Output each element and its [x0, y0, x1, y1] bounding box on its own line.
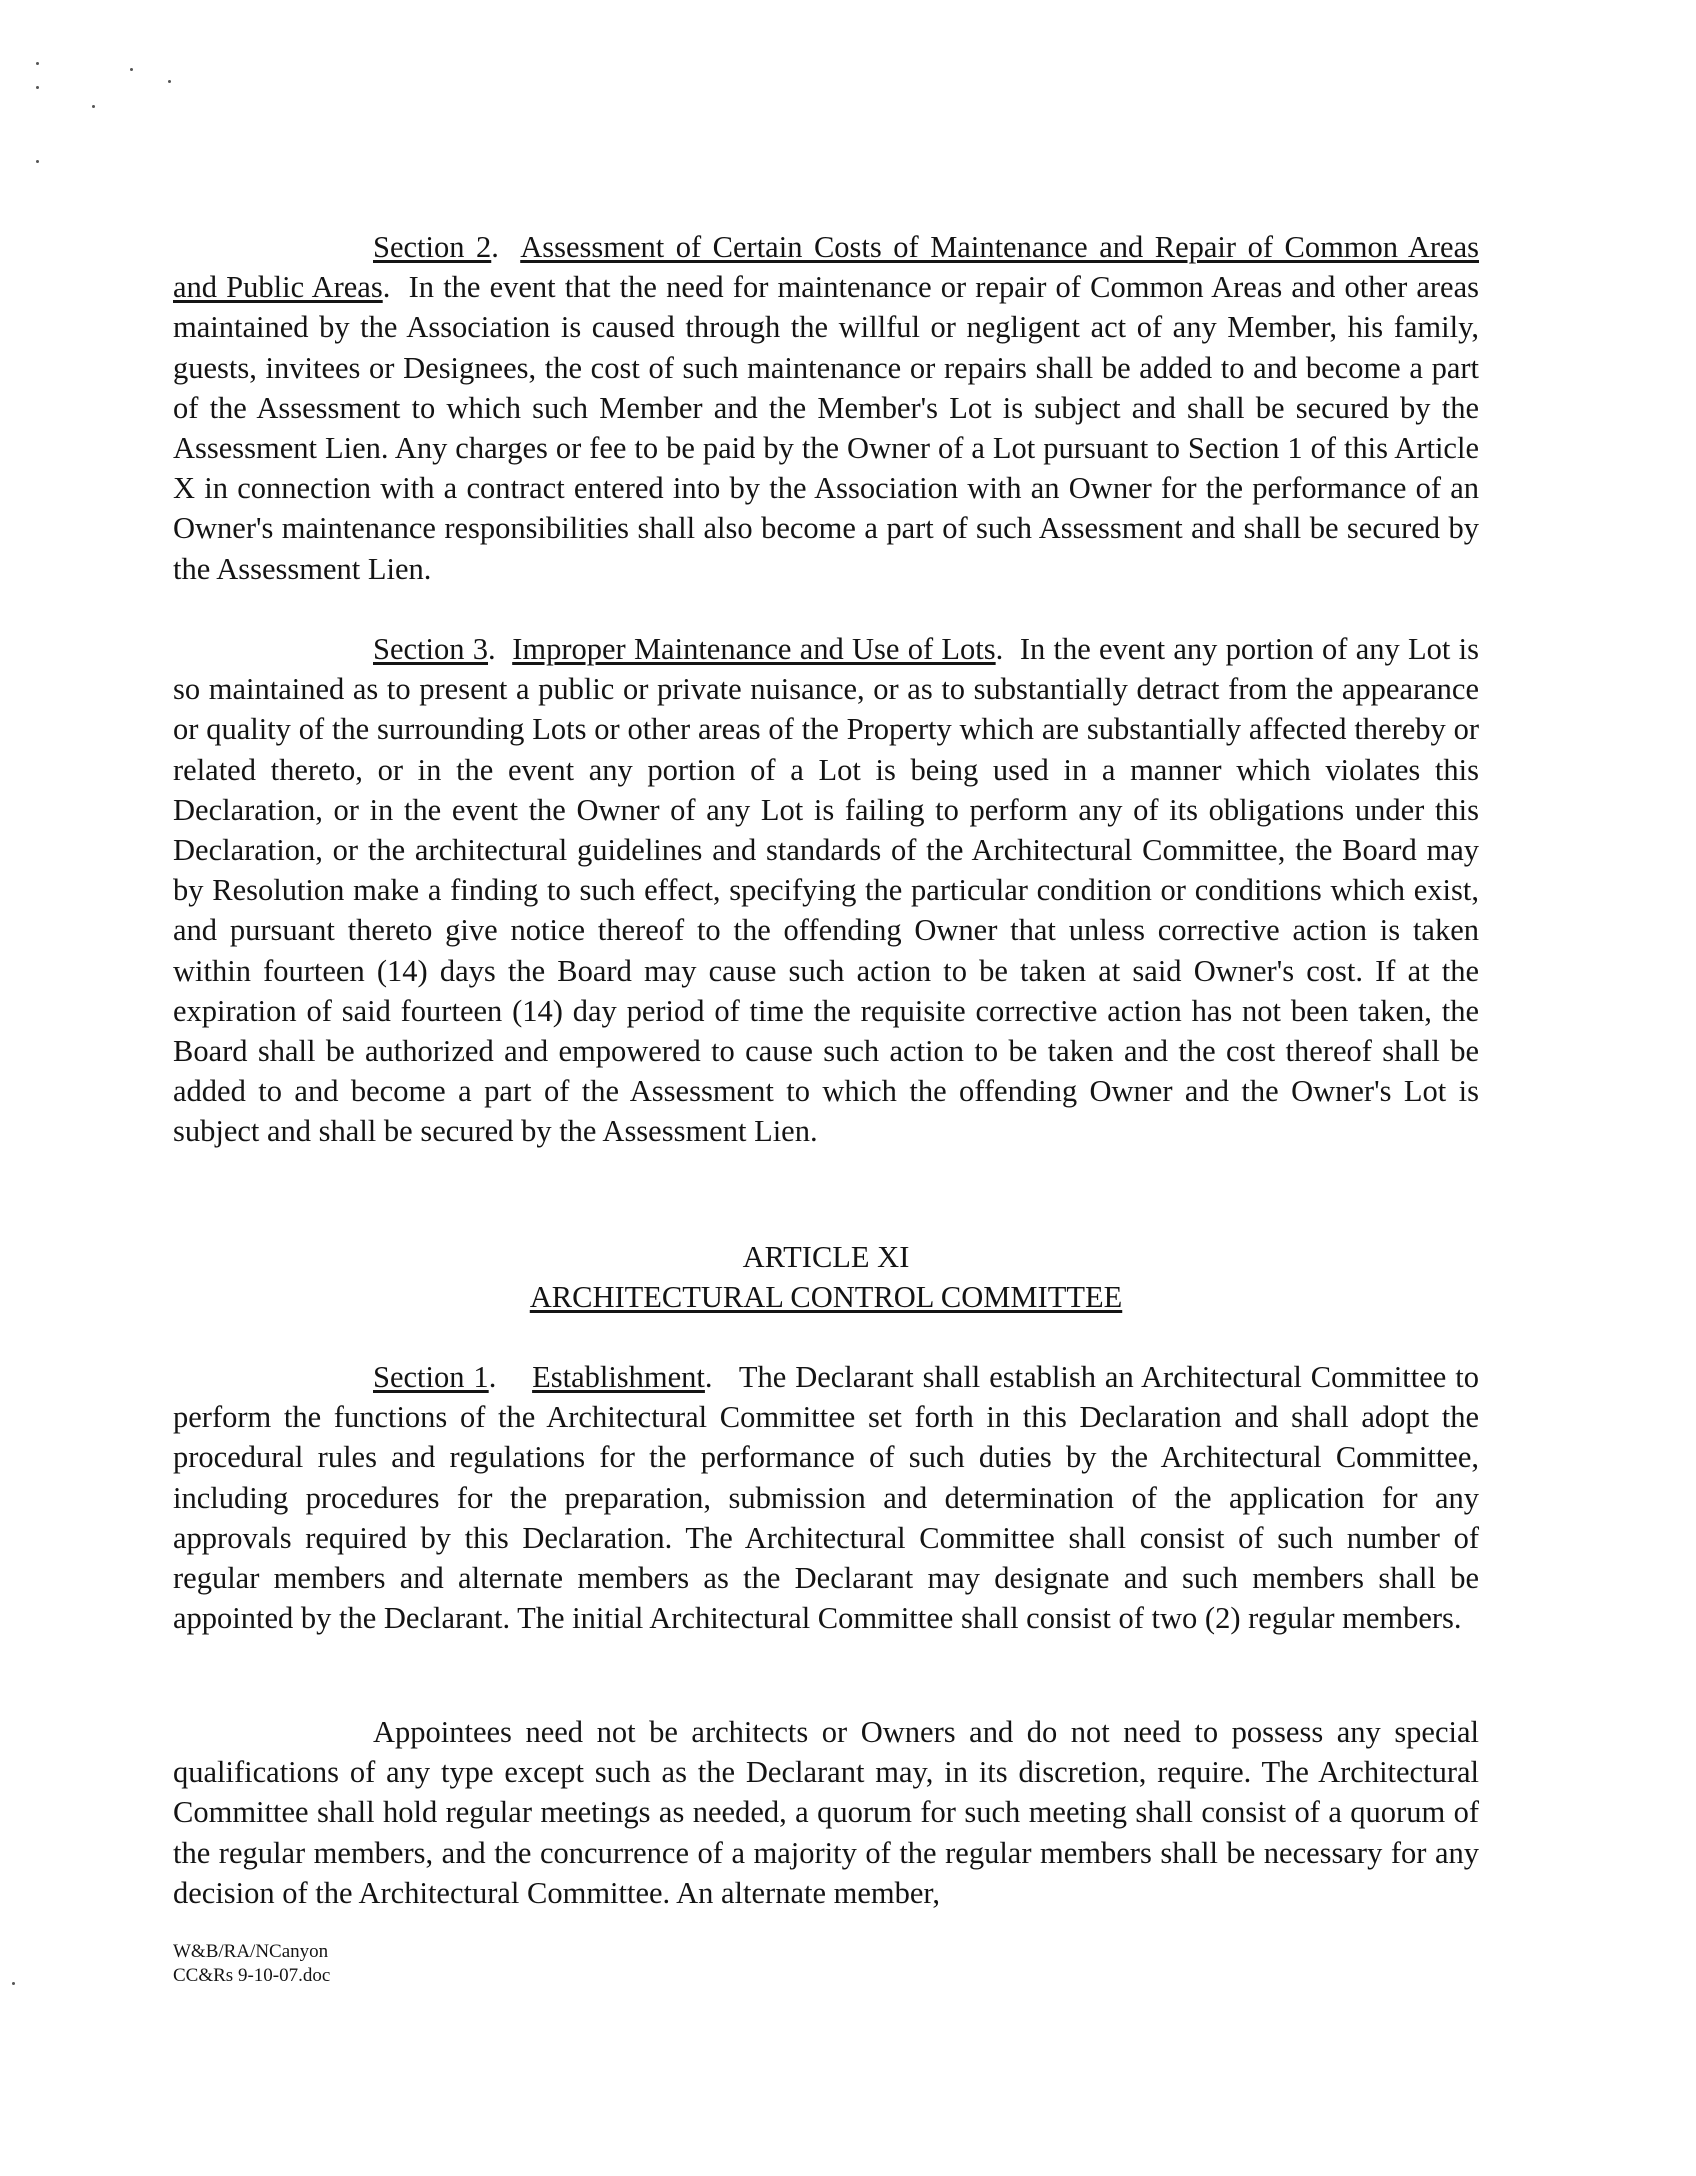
appointees-body: Appointees need not be architects or Owners and do not need to possess any special qualifications of any type except such as the Declarant may, in its discretion, require. The Architectural Committee shall hold regular meetings as needed, a quorum for such meeting shall consist of a quorum of the regular members, and the concurrence of a majority of the regular members shall be necessary for any decision of the Architectural Committee. An alternate member,: [173, 1715, 1479, 1910]
section-3-paragraph: Section 3. Improper Maintenance and Use of Lots. In the event any portion of any Lot is so maintained as to present a public or private nuisance, or as to substantially detract from the appearance or quality of the surrounding Lots or other areas of the Property which are substantially affected thereby or related thereto, or in the event any portion of a Lot is being used in a manner which violates this Declaration, or in the event the Owner of any Lot is failing to perform any of its obligations under this Declaration, or the architectural guidelines and standards of the Architectural Committee, the Board may by Resolution make a finding to such effect, specifying the particular condition or conditions which exist, and pursuant thereto give notice thereof to the offending Owner that unless corrective action is taken within fourteen (14) days the Board may cause such action to be taken at said Owner's cost. If at the expiration of said fourteen (14) day period of time the requisite corrective action has not been taken, the Board shall be authorized and empowered to cause such action to be taken and the cost thereof shall be added to and become a part of the Assessment to which the offending Owner and the Owner's Lot is subject and shall be secured by the Assessment Lien.: [173, 632, 1479, 1149]
scan-speck: [168, 80, 171, 83]
section-2-paragraph: Section 2. Assessment of Certain Costs of Maintenance and Repair of Common Areas and Public Areas. In the event that the need for maintenance or repair of Common Areas and other areas maintained by the Association is caused through the willful or negligent act of any Member, his family, guests, invitees or Designees, the cost of such maintenance or repairs shall be added to and become a part of the Assessment to which such Member and the Member's Lot is subject and shall be secured by the Assessment Lien. Any charges or fee to be paid by the Owner of a Lot pursuant to Section 1 of this Article X in connection with a contract entered into by the Association with an Owner for the performance of an Owner's maintenance responsibilities shall also become a part of such Assessment and shall be secured by the Assessment Lien.: [173, 230, 1480, 586]
document-footer: [173, 1940, 330, 1988]
appointees-paragraph: [173, 1712, 1479, 1913]
footer-line-1: W&B/RA/NCanyon: [173, 1941, 329, 1962]
section-2-label: Section 2: [373, 230, 492, 264]
footer-line-2: CC&Rs 9-10-07.doc: [173, 1965, 331, 1986]
article-title: [173, 1277, 1479, 1317]
scan-speck: [36, 62, 39, 65]
section-2-body: In the event that the need for maintenance or repair of Common Areas and other areas maintained by the Association is caused through the willful or negligent act of any Member, his family, guests, invitees or Designees, the cost of such maintenance or repairs shall be added to and become a part of the Assessment to which such Member and the Member's Lot is subject and shall be secured by the Assessment Lien. Any charges or fee to be paid by the Owner of a Lot pursuant to Section 1 of this Article X in connection with a contract entered into by the Association with an Owner for the performance of an Owner's maintenance responsibilities shall also become a part of such Assessment and shall be secured by the Assessment Lien.: [173, 270, 1480, 586]
article-number: ARTICLE XI: [742, 1240, 910, 1274]
section-3-label: Section 3: [373, 632, 489, 666]
section-3-title: Improper Maintenance and Use of Lots: [512, 632, 996, 666]
section-1-label: Section 1: [373, 1360, 489, 1394]
section-1-title: Establishment: [532, 1360, 705, 1394]
section-3-body: In the event any portion of any Lot is so maintained as to present a public or private nuisance, or as to substantially detract from the appearance or quality of the surrounding Lots or other areas of the Property which are substantially affected thereby or related thereto, or in the event any portion of a Lot is being used in a manner which violates this Declaration, or in the event the Owner of any Lot is failing to perform any of its obligations under this Declaration, or the architectural guidelines and standards of the Architectural Committee, the Board may by Resolution make a finding to such effect, specifying the particular condition or conditions which exist, and pursuant thereto give notice thereof to the offending Owner that unless corrective action is taken within fourteen (14) days the Board may cause such action to be taken at said Owner's cost. If at the expiration of said fourteen (14) day period of time the requisite corrective action has not been taken, the Board shall be authorized and empowered to cause such action to be taken and the cost thereof shall be added to and become a part of the Assessment to which the offending Owner and the Owner's Lot is subject and shall be secured by the Assessment Lien.: [173, 632, 1479, 1149]
article-title-text: ARCHITECTURAL CONTROL COMMITTEE: [529, 1280, 1123, 1314]
section-1-body: The Declarant shall establish an Architectural Committee to perform the functions of the Architectural Committee set forth in this Declaration and shall adopt the procedural rules and regulations for the performance of such duties by the Architectural Committee, including procedures for the preparation, submission and determination of the application for any approvals required by this Declaration. The Architectural Committee shall consist of such number of regular members and alternate members as the Declarant may designate and such members shall be appointed by the Declarant. The initial Architectural Committee shall consist of two (2) regular members.: [173, 1360, 1479, 1636]
section-2-title: Assessment of Certain Costs of Maintenance and Repair of Common Areas and Public Areas: [173, 230, 1479, 305]
scan-speck: [36, 86, 39, 89]
scan-speck: [92, 105, 95, 108]
section-1-paragraph: Section 1. Establishment. The Declarant shall establish an Architectural Committee to perform the functions of the Architectural Committee set forth in this Declaration and shall adopt the procedural rules and regulations for the performance of such duties by the Architectural Committee, including procedures for the preparation, submission and determination of the application for any approvals required by this Declaration. The Architectural Committee shall consist of such number of regular members and alternate members as the Declarant may designate and such members shall be appointed by the Declarant. The initial Architectural Committee shall consist of two (2) regular members.: [173, 1360, 1479, 1636]
scan-speck: [130, 68, 133, 71]
scan-speck: [12, 1982, 15, 1985]
scan-speck: [36, 160, 39, 163]
